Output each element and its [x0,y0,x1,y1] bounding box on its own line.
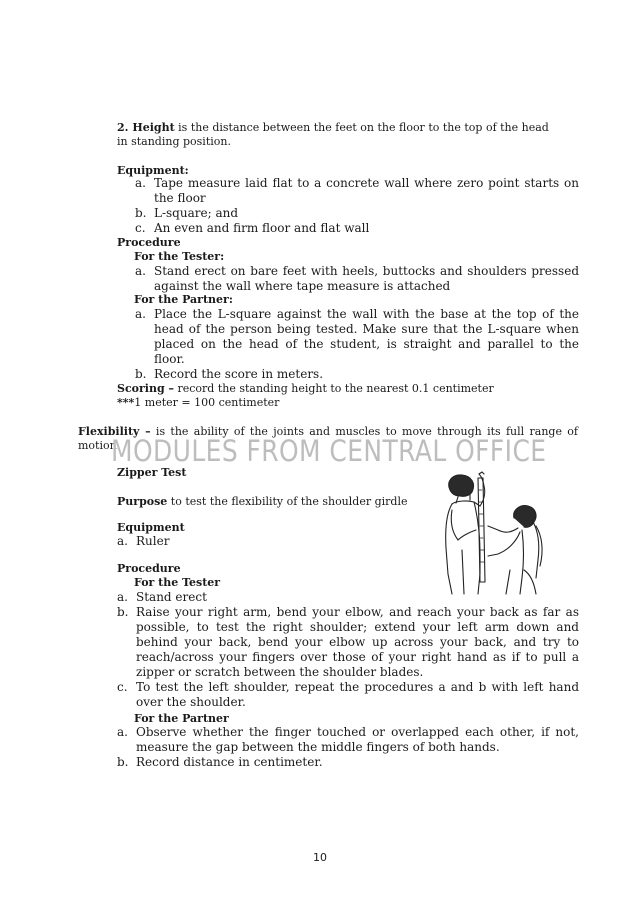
height-procedure-heading: Procedure [117,236,181,249]
list-item-line: the floor [154,191,206,205]
partner-figure [488,506,542,594]
list-item-line: measure the gap between the middle fingers of both hands. [136,740,500,754]
purpose-label: Purpose [117,495,168,508]
watermark: MODULES FROM CENTRAL OFFICE [111,434,547,468]
zipper-equipment-heading: Equipment [117,521,185,534]
list-item-marker: b. [135,206,147,220]
height-note [117,395,279,410]
height-intro-line-1 [117,120,549,135]
zipper-partner-heading: For the Partner [134,712,229,725]
list-item-line: placed on the head of the student, is straight and parallel to the [154,337,579,351]
height-title: 2. Height [117,121,175,134]
list-item-line: Record distance in centimeter. [136,755,323,769]
zipper-test-illustration [436,470,546,598]
list-item-line: Observe whether the finger touched or overlapped each other, if not, [136,725,579,739]
height-scoring [117,381,494,396]
scoring-label: Scoring – [117,382,174,395]
height-tester-heading: For the Tester: [134,250,225,263]
flexibility-definition-text: is the ability of the joints and muscles to move through its full range of [150,425,578,438]
list-item-line: Stand erect [136,590,207,604]
list-item-marker: a. [135,176,146,190]
list-item-line: Tape measure laid flat to a concrete wall where zero point starts on [154,176,579,190]
list-item-marker: b. [117,605,129,619]
purpose-text: to test the flexibility of the shoulder girdle [167,495,408,508]
list-item-line: An even and firm floor and flat wall [154,221,370,235]
list-item-marker: a. [135,307,146,321]
list-item-line: possible, to test the right shoulder; extend your left arm down and [136,620,579,634]
zipper-purpose [117,494,407,509]
height-intro-line-2: in standing position. [117,135,231,148]
list-item-marker: c. [117,680,128,694]
list-item-marker: a. [117,725,128,739]
note-marker: *** [117,396,135,409]
height-equipment-heading: Equipment: [117,164,189,177]
note-text: 1 meter = 100 centimeter [134,396,280,409]
list-item-line: Raise your right arm, bend your elbow, and reach your back as far as [136,605,579,619]
list-item-marker: a. [117,590,128,604]
height-partner-heading: For the Partner: [134,293,233,306]
scoring-text: record the standing height to the nearest 0.1 centimeter [173,382,494,395]
list-item-line: reach/across your fingers over those of your right hand as if to pull a [136,650,579,664]
list-item-line: zipper or scratch between the shoulder blades. [136,665,424,679]
list-item-line: floor. [154,352,185,366]
list-item-marker: a. [135,264,146,278]
list-item-marker: b. [117,755,129,769]
list-item-line: over the shoulder. [136,695,246,709]
page-number: 10 [313,851,327,864]
list-item-line: Stand erect on bare feet with heels, buttocks and shoulders pressed [154,264,579,278]
flexibility-term: Flexibility – [78,425,151,438]
list-item-marker: a. [117,534,128,548]
zipper-procedure-heading: Procedure [117,562,181,575]
list-item-line: behind your back, bend your elbow up across your back, and try to [136,635,579,649]
list-item-line: To test the left shoulder, repeat the procedures a and b with left hand [136,680,579,694]
ruler [478,478,485,582]
list-item-line: L-square; and [154,206,239,220]
zipper-test-title: Zipper Test [117,466,187,479]
list-item-marker: b. [135,367,147,381]
list-item-marker: c. [135,221,146,235]
list-item-line: against the wall where tape measure is attached [154,279,451,293]
list-item-line: head of the person being tested. Make sure that the L-square when [154,322,579,336]
flexibility-line-2: motion. [78,439,121,452]
list-item-line: Place the L-square against the wall with the base at the top of the [154,307,579,321]
zipper-tester-heading: For the Tester [134,576,221,589]
height-definition: is the distance between the feet on the floor to the top of the head [174,121,549,134]
list-item-line: Record the score in meters. [154,367,324,381]
list-item-line: Ruler [136,534,170,548]
